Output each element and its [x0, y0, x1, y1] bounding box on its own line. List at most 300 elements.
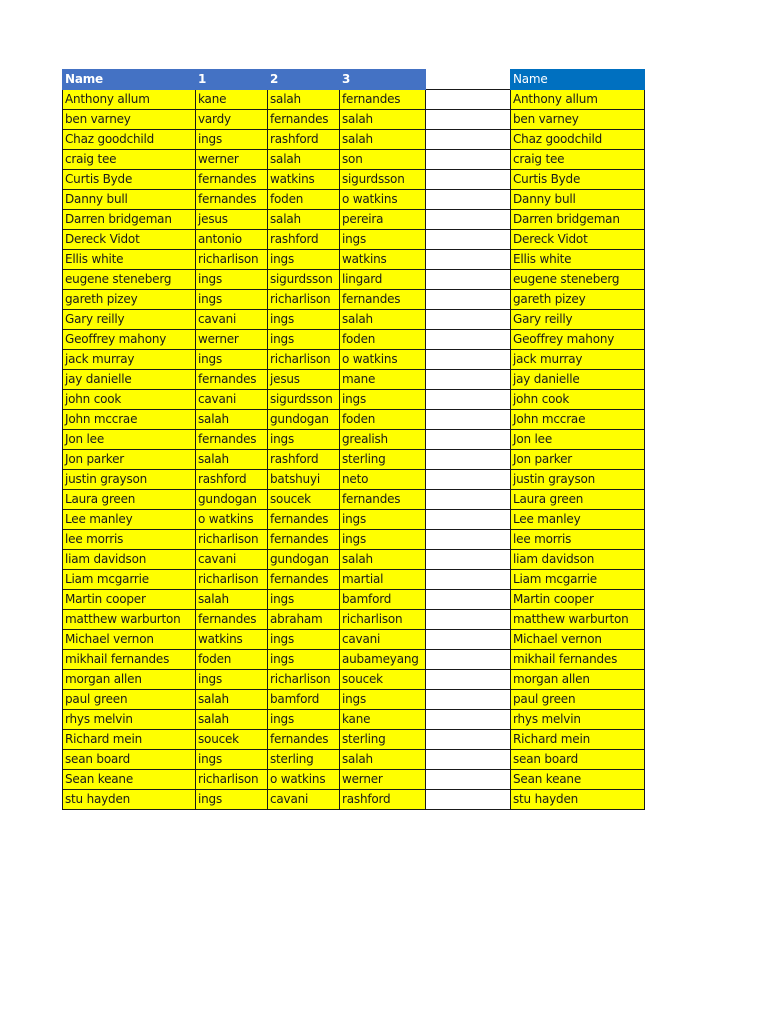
empty-cell[interactable] — [426, 510, 512, 530]
name-cell[interactable]: Martin cooper — [511, 590, 645, 610]
empty-cell[interactable] — [426, 150, 512, 170]
table-row — [511, 770, 645, 790]
pick-3-cell[interactable]: salah — [340, 110, 426, 130]
pick-3-cell[interactable]: salah — [340, 750, 426, 770]
table-row — [511, 210, 645, 230]
name-cell[interactable]: Jon parker — [511, 450, 645, 470]
name-cell[interactable]: matthew warburton — [511, 610, 645, 630]
name-cell[interactable]: Dereck Vidot — [63, 230, 196, 250]
pick-1-cell[interactable]: jesus — [196, 210, 268, 230]
empty-cell[interactable] — [426, 110, 512, 130]
pick-3-cell[interactable]: sterling — [340, 450, 426, 470]
empty-cell[interactable] — [426, 490, 512, 510]
pick-3-cell[interactable]: soucek — [340, 670, 426, 690]
pick-3-cell[interactable]: richarlison — [340, 610, 426, 630]
empty-cell[interactable] — [426, 770, 512, 790]
name-cell[interactable]: Chaz goodchild — [63, 130, 196, 150]
pick-2-cell[interactable]: sigurdsson — [268, 390, 340, 410]
table-row — [511, 590, 645, 610]
table-row — [511, 510, 645, 530]
header-name[interactable]: Name — [511, 70, 645, 90]
table-row — [63, 590, 512, 610]
pick-2-cell[interactable]: fernandes — [268, 510, 340, 530]
table-row — [63, 330, 512, 350]
name-cell[interactable]: John mccrae — [63, 410, 196, 430]
pick-3-cell[interactable]: bamford — [340, 590, 426, 610]
table-row — [63, 390, 512, 410]
name-cell[interactable]: ben varney — [63, 110, 196, 130]
pick-2-cell[interactable]: rashford — [268, 130, 340, 150]
pick-3-cell[interactable]: ings — [340, 230, 426, 250]
picks-table-body — [63, 70, 512, 810]
pick-2-cell[interactable]: ings — [268, 590, 340, 610]
name-cell[interactable]: jack murray — [511, 350, 645, 370]
name-cell[interactable]: Laura green — [63, 490, 196, 510]
pick-3-cell[interactable]: salah — [340, 310, 426, 330]
table-row — [511, 670, 645, 690]
table-row — [63, 430, 512, 450]
pick-2-cell[interactable]: fernandes — [268, 730, 340, 750]
table-row — [63, 630, 512, 650]
name-cell[interactable]: Darren bridgeman — [63, 210, 196, 230]
name-cell[interactable]: john cook — [511, 390, 645, 410]
empty-cell[interactable] — [426, 570, 512, 590]
name-cell[interactable]: Richard mein — [63, 730, 196, 750]
empty-cell[interactable] — [426, 550, 512, 570]
name-cell[interactable]: Jon lee — [63, 430, 196, 450]
name-cell[interactable]: jay danielle — [63, 370, 196, 390]
pick-2-cell[interactable]: fernandes — [268, 570, 340, 590]
empty-cell[interactable] — [426, 230, 512, 250]
empty-cell[interactable] — [426, 370, 512, 390]
name-cell[interactable]: ben varney — [511, 110, 645, 130]
pick-1-cell[interactable]: fernandes — [196, 610, 268, 630]
name-cell[interactable]: John mccrae — [511, 410, 645, 430]
pick-1-cell[interactable]: richarlison — [196, 250, 268, 270]
empty-cell[interactable] — [426, 170, 512, 190]
header-pick-1[interactable]: 1 — [196, 70, 268, 90]
pick-1-cell[interactable]: fernandes — [196, 170, 268, 190]
pick-1-cell[interactable]: richarlison — [196, 570, 268, 590]
name-cell[interactable]: liam davidson — [63, 550, 196, 570]
pick-2-cell[interactable]: salah — [268, 210, 340, 230]
pick-2-cell[interactable]: sterling — [268, 750, 340, 770]
name-cell[interactable]: rhys melvin — [63, 710, 196, 730]
empty-cell[interactable] — [426, 730, 512, 750]
name-cell[interactable]: Anthony allum — [511, 90, 645, 110]
pick-3-cell[interactable]: fernandes — [340, 490, 426, 510]
pick-3-cell[interactable]: salah — [340, 130, 426, 150]
pick-1-cell[interactable]: foden — [196, 650, 268, 670]
name-cell[interactable]: Anthony allum — [63, 90, 196, 110]
pick-1-cell[interactable]: werner — [196, 330, 268, 350]
table-row — [511, 170, 645, 190]
table-row — [511, 610, 645, 630]
pick-3-cell[interactable]: aubameyang — [340, 650, 426, 670]
name-cell[interactable]: Darren bridgeman — [511, 210, 645, 230]
name-cell[interactable]: gareth pizey — [63, 290, 196, 310]
table-row — [511, 110, 645, 130]
name-cell[interactable]: morgan allen — [63, 670, 196, 690]
name-cell[interactable]: eugene steneberg — [63, 270, 196, 290]
pick-2-cell[interactable]: jesus — [268, 370, 340, 390]
pick-3-cell[interactable]: ings — [340, 690, 426, 710]
name-cell[interactable]: Curtis Byde — [511, 170, 645, 190]
name-cell[interactable]: Sean keane — [63, 770, 196, 790]
pick-2-cell[interactable]: soucek — [268, 490, 340, 510]
picks-table — [62, 69, 512, 810]
empty-header-cell[interactable] — [426, 70, 512, 90]
table-row — [63, 510, 512, 530]
empty-cell[interactable] — [426, 390, 512, 410]
name-cell[interactable]: Michael vernon — [511, 630, 645, 650]
table-row — [511, 330, 645, 350]
empty-cell[interactable] — [426, 790, 512, 810]
empty-cell[interactable] — [426, 410, 512, 430]
empty-cell[interactable] — [426, 130, 512, 150]
name-cell[interactable]: rhys melvin — [511, 710, 645, 730]
table-row — [63, 350, 512, 370]
name-cell[interactable]: eugene steneberg — [511, 270, 645, 290]
pick-1-cell[interactable]: fernandes — [196, 190, 268, 210]
name-cell[interactable]: stu hayden — [63, 790, 196, 810]
empty-cell[interactable] — [426, 470, 512, 490]
table-row — [511, 270, 645, 290]
table-row — [511, 90, 645, 110]
name-cell[interactable]: jack murray — [63, 350, 196, 370]
pick-1-cell[interactable]: cavani — [196, 310, 268, 330]
pick-2-cell[interactable]: cavani — [268, 790, 340, 810]
name-cell[interactable]: lee morris — [63, 530, 196, 550]
table-row — [63, 730, 512, 750]
pick-3-cell[interactable]: o watkins — [340, 350, 426, 370]
name-cell[interactable]: paul green — [63, 690, 196, 710]
empty-cell[interactable] — [426, 190, 512, 210]
table-row — [511, 310, 645, 330]
table-row — [511, 690, 645, 710]
pick-2-cell[interactable]: ings — [268, 650, 340, 670]
name-cell[interactable]: Ellis white — [511, 250, 645, 270]
name-cell[interactable]: morgan allen — [511, 670, 645, 690]
pick-1-cell[interactable]: antonio — [196, 230, 268, 250]
table-row — [63, 470, 512, 490]
table-row — [511, 450, 645, 470]
empty-cell[interactable] — [426, 530, 512, 550]
pick-2-cell[interactable]: gundogan — [268, 410, 340, 430]
empty-cell[interactable] — [426, 250, 512, 270]
table-row — [511, 470, 645, 490]
empty-cell[interactable] — [426, 750, 512, 770]
table-row — [63, 130, 512, 150]
pick-3-cell[interactable]: cavani — [340, 630, 426, 650]
name-cell[interactable]: Geoffrey mahony — [511, 330, 645, 350]
table-row — [511, 730, 645, 750]
name-cell[interactable]: Lee manley — [511, 510, 645, 530]
pick-3-cell[interactable]: fernandes — [340, 90, 426, 110]
name-cell[interactable]: Gary reilly — [511, 310, 645, 330]
table-row — [63, 150, 512, 170]
table-row — [511, 710, 645, 730]
pick-1-cell[interactable]: cavani — [196, 550, 268, 570]
pick-1-cell[interactable]: soucek — [196, 730, 268, 750]
table-row — [511, 250, 645, 270]
pick-2-cell[interactable]: abraham — [268, 610, 340, 630]
pick-3-cell[interactable]: foden — [340, 330, 426, 350]
empty-cell[interactable] — [426, 670, 512, 690]
pick-2-cell[interactable]: ings — [268, 430, 340, 450]
name-cell[interactable]: stu hayden — [511, 790, 645, 810]
pick-3-cell[interactable]: ings — [340, 530, 426, 550]
pick-2-cell[interactable]: ings — [268, 250, 340, 270]
table-row — [511, 790, 645, 810]
table-row — [63, 270, 512, 290]
name-cell[interactable]: liam davidson — [511, 550, 645, 570]
empty-cell[interactable] — [426, 290, 512, 310]
pick-2-cell[interactable]: richarlison — [268, 670, 340, 690]
empty-cell[interactable] — [426, 710, 512, 730]
table-row — [511, 410, 645, 430]
name-cell[interactable]: paul green — [511, 690, 645, 710]
name-cell[interactable]: jay danielle — [511, 370, 645, 390]
pick-3-cell[interactable]: fernandes — [340, 290, 426, 310]
table-row — [63, 190, 512, 210]
empty-cell[interactable] — [426, 610, 512, 630]
pick-1-cell[interactable]: rashford — [196, 470, 268, 490]
pick-1-cell[interactable]: fernandes — [196, 430, 268, 450]
table-row — [63, 690, 512, 710]
empty-cell[interactable] — [426, 650, 512, 670]
empty-cell[interactable] — [426, 350, 512, 370]
pick-2-cell[interactable]: ings — [268, 330, 340, 350]
table-row — [63, 370, 512, 390]
name-cell[interactable]: gareth pizey — [511, 290, 645, 310]
pick-2-cell[interactable]: foden — [268, 190, 340, 210]
table-row — [63, 290, 512, 310]
empty-cell[interactable] — [426, 90, 512, 110]
pick-3-cell[interactable]: neto — [340, 470, 426, 490]
pick-2-cell[interactable]: salah — [268, 90, 340, 110]
table-row — [63, 550, 512, 570]
pick-2-cell[interactable]: rashford — [268, 450, 340, 470]
header-name[interactable]: Name — [63, 70, 196, 90]
pick-2-cell[interactable]: fernandes — [268, 110, 340, 130]
name-cell[interactable]: Danny bull — [511, 190, 645, 210]
pick-1-cell[interactable]: watkins — [196, 630, 268, 650]
name-cell[interactable]: Richard mein — [511, 730, 645, 750]
pick-1-cell[interactable]: o watkins — [196, 510, 268, 530]
pick-2-cell[interactable]: watkins — [268, 170, 340, 190]
empty-cell[interactable] — [426, 690, 512, 710]
pick-2-cell[interactable]: bamford — [268, 690, 340, 710]
pick-1-cell[interactable]: salah — [196, 410, 268, 430]
pick-2-cell[interactable]: o watkins — [268, 770, 340, 790]
name-cell[interactable]: sean board — [63, 750, 196, 770]
name-cell[interactable]: justin grayson — [511, 470, 645, 490]
pick-3-cell[interactable]: pereira — [340, 210, 426, 230]
pick-1-cell[interactable]: ings — [196, 130, 268, 150]
pick-1-cell[interactable]: cavani — [196, 390, 268, 410]
pick-1-cell[interactable]: ings — [196, 290, 268, 310]
pick-2-cell[interactable]: rashford — [268, 230, 340, 250]
name-cell[interactable]: Dereck Vidot — [511, 230, 645, 250]
name-cell[interactable]: Curtis Byde — [63, 170, 196, 190]
name-cell[interactable]: Liam mcgarrie — [63, 570, 196, 590]
empty-cell[interactable] — [426, 210, 512, 230]
table-row — [63, 530, 512, 550]
empty-cell[interactable] — [426, 450, 512, 470]
pick-3-cell[interactable]: rashford — [340, 790, 426, 810]
name-cell[interactable]: Liam mcgarrie — [511, 570, 645, 590]
name-cell[interactable]: Gary reilly — [63, 310, 196, 330]
table-row — [511, 570, 645, 590]
name-cell[interactable]: Michael vernon — [63, 630, 196, 650]
table-row — [63, 770, 512, 790]
name-cell[interactable]: Ellis white — [63, 250, 196, 270]
pick-2-cell[interactable]: richarlison — [268, 350, 340, 370]
pick-2-cell[interactable]: fernandes — [268, 530, 340, 550]
empty-cell[interactable] — [426, 270, 512, 290]
table-row — [63, 650, 512, 670]
pick-2-cell[interactable]: sigurdsson — [268, 270, 340, 290]
pick-3-cell[interactable]: ings — [340, 390, 426, 410]
name-cell[interactable]: john cook — [63, 390, 196, 410]
names-table-body — [511, 70, 645, 810]
pick-2-cell[interactable]: batshuyi — [268, 470, 340, 490]
pick-3-cell[interactable]: sterling — [340, 730, 426, 750]
pick-3-cell[interactable]: sigurdsson — [340, 170, 426, 190]
name-cell[interactable]: matthew warburton — [63, 610, 196, 630]
empty-cell[interactable] — [426, 430, 512, 450]
table-row — [511, 350, 645, 370]
pick-1-cell[interactable]: richarlison — [196, 770, 268, 790]
table-header-row — [511, 70, 645, 90]
pick-3-cell[interactable]: o watkins — [340, 190, 426, 210]
table-row — [63, 670, 512, 690]
empty-cell[interactable] — [426, 590, 512, 610]
table-row — [511, 530, 645, 550]
empty-cell[interactable] — [426, 630, 512, 650]
pick-2-cell[interactable]: richarlison — [268, 290, 340, 310]
table-row — [511, 190, 645, 210]
name-cell[interactable]: Chaz goodchild — [511, 130, 645, 150]
name-cell[interactable]: Jon lee — [511, 430, 645, 450]
table-row — [63, 570, 512, 590]
pick-3-cell[interactable]: martial — [340, 570, 426, 590]
table-row — [63, 170, 512, 190]
pick-3-cell[interactable]: lingard — [340, 270, 426, 290]
pick-2-cell[interactable]: gundogan — [268, 550, 340, 570]
table-row — [511, 370, 645, 390]
pick-2-cell[interactable]: ings — [268, 310, 340, 330]
table-row — [63, 710, 512, 730]
header-pick-2[interactable]: 2 — [268, 70, 340, 90]
pick-3-cell[interactable]: grealish — [340, 430, 426, 450]
table-row — [511, 750, 645, 770]
pick-2-cell[interactable]: salah — [268, 150, 340, 170]
header-pick-3[interactable]: 3 — [340, 70, 426, 90]
table-row — [511, 650, 645, 670]
pick-1-cell[interactable]: ings — [196, 750, 268, 770]
table-row — [511, 430, 645, 450]
table-row — [63, 750, 512, 770]
table-row — [63, 410, 512, 430]
table-row — [63, 490, 512, 510]
name-cell[interactable]: craig tee — [63, 150, 196, 170]
table-row — [63, 610, 512, 630]
pick-1-cell[interactable]: ings — [196, 350, 268, 370]
pick-2-cell[interactable]: ings — [268, 630, 340, 650]
pick-3-cell[interactable]: werner — [340, 770, 426, 790]
table-row — [511, 630, 645, 650]
table-row — [511, 550, 645, 570]
pick-1-cell[interactable]: salah — [196, 590, 268, 610]
table-row — [511, 230, 645, 250]
table-row — [63, 310, 512, 330]
table-row — [511, 390, 645, 410]
pick-1-cell[interactable]: ings — [196, 790, 268, 810]
pick-3-cell[interactable]: son — [340, 150, 426, 170]
pick-3-cell[interactable]: ings — [340, 510, 426, 530]
table-row — [63, 250, 512, 270]
table-row — [63, 210, 512, 230]
pick-3-cell[interactable]: mane — [340, 370, 426, 390]
table-row — [63, 230, 512, 250]
name-cell[interactable]: justin grayson — [63, 470, 196, 490]
pick-1-cell[interactable]: vardy — [196, 110, 268, 130]
names-table — [510, 69, 645, 810]
name-cell[interactable]: Lee manley — [63, 510, 196, 530]
pick-1-cell[interactable]: salah — [196, 450, 268, 470]
name-cell[interactable]: sean board — [511, 750, 645, 770]
pick-1-cell[interactable]: richarlison — [196, 530, 268, 550]
empty-cell[interactable] — [426, 310, 512, 330]
pick-3-cell[interactable]: watkins — [340, 250, 426, 270]
pick-1-cell[interactable]: fernandes — [196, 370, 268, 390]
name-cell[interactable]: Geoffrey mahony — [63, 330, 196, 350]
pick-1-cell[interactable]: ings — [196, 270, 268, 290]
table-row — [63, 790, 512, 810]
table-row — [63, 450, 512, 470]
pick-1-cell[interactable]: kane — [196, 90, 268, 110]
table-row — [511, 490, 645, 510]
table-row — [63, 110, 512, 130]
table-header-row — [63, 70, 512, 90]
pick-1-cell[interactable]: ings — [196, 670, 268, 690]
name-cell[interactable]: mikhail fernandes — [511, 650, 645, 670]
name-cell[interactable]: Jon parker — [63, 450, 196, 470]
table-row — [511, 290, 645, 310]
name-cell[interactable]: Martin cooper — [63, 590, 196, 610]
name-cell[interactable]: Laura green — [511, 490, 645, 510]
name-cell[interactable]: lee morris — [511, 530, 645, 550]
pick-1-cell[interactable]: salah — [196, 710, 268, 730]
table-row — [511, 130, 645, 150]
pick-1-cell[interactable]: gundogan — [196, 490, 268, 510]
table-row — [511, 150, 645, 170]
pick-1-cell[interactable]: werner — [196, 150, 268, 170]
table-row — [63, 90, 512, 110]
empty-cell[interactable] — [426, 330, 512, 350]
pick-3-cell[interactable]: foden — [340, 410, 426, 430]
name-cell[interactable]: Sean keane — [511, 770, 645, 790]
name-cell[interactable]: Danny bull — [63, 190, 196, 210]
pick-2-cell[interactable]: ings — [268, 710, 340, 730]
pick-1-cell[interactable]: salah — [196, 690, 268, 710]
name-cell[interactable]: craig tee — [511, 150, 645, 170]
name-cell[interactable]: mikhail fernandes — [63, 650, 196, 670]
pick-3-cell[interactable]: salah — [340, 550, 426, 570]
pick-3-cell[interactable]: kane — [340, 710, 426, 730]
